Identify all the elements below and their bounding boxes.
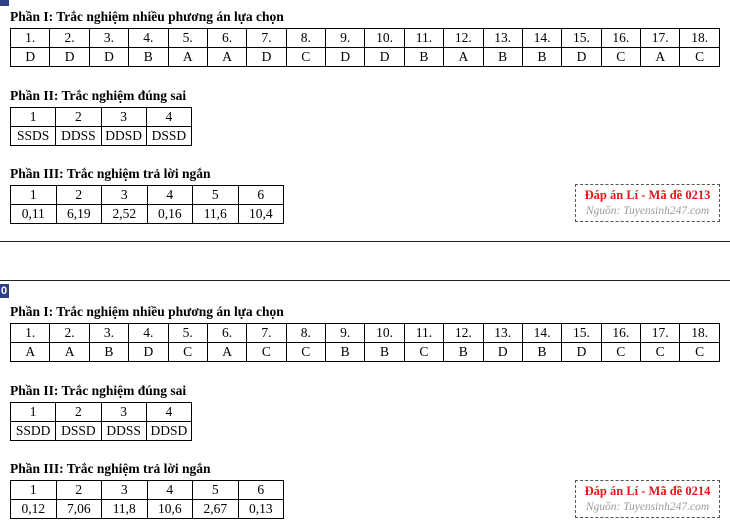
table-row xyxy=(11,205,284,224)
badge-source: Nguồn: Tuyensinh247.com xyxy=(585,205,710,217)
question-number-cell: 4 xyxy=(147,186,193,205)
question-number-cell: 18. xyxy=(680,29,720,48)
answer-cell: C xyxy=(168,343,207,362)
question-number-cell: 17. xyxy=(641,29,680,48)
corner-tab: 0 xyxy=(1,285,8,297)
question-number-cell: 18. xyxy=(680,324,720,343)
table-row xyxy=(11,127,192,146)
answer-cell: 0,12 xyxy=(11,500,57,519)
table-row xyxy=(11,48,720,67)
part2-title: Phần II: Trắc nghiệm đúng sai xyxy=(10,383,187,398)
question-number-cell: 2 xyxy=(56,481,102,500)
answer-cell: DSSD xyxy=(146,127,191,146)
table-row xyxy=(11,29,720,48)
answer-cell: B xyxy=(522,48,561,67)
question-number-cell: 17. xyxy=(641,324,680,343)
question-number-cell: 3 xyxy=(102,186,148,205)
answer-cell: D xyxy=(326,48,365,67)
question-number-cell: 1 xyxy=(11,186,57,205)
answer-cell: D xyxy=(11,48,50,67)
question-number-cell: 2. xyxy=(50,29,89,48)
answer-cell: A xyxy=(444,48,483,67)
divider-line xyxy=(0,241,730,242)
answer-cell: DDSS xyxy=(101,422,146,441)
part1-answer-table xyxy=(10,323,720,362)
badge-title: Đáp án Lí - Mã đề 0214 xyxy=(584,484,711,498)
question-number-cell: 1 xyxy=(11,481,57,500)
answer-cell: B xyxy=(483,48,522,67)
answer-cell: D xyxy=(483,343,522,362)
question-number-cell: 5 xyxy=(193,186,239,205)
answer-cell: 11,6 xyxy=(193,205,239,224)
question-number-cell: 4 xyxy=(146,403,191,422)
question-number-cell: 14. xyxy=(522,324,561,343)
question-number-cell: 8. xyxy=(286,324,325,343)
part3-title: Phần III: Trắc nghiệm trả lời ngắn xyxy=(10,461,211,476)
answer-cell: DDSD xyxy=(146,422,191,441)
answer-cell: SSDD xyxy=(11,422,56,441)
exam-code-badge xyxy=(575,184,720,222)
question-number-cell: 11. xyxy=(404,29,443,48)
answer-cell: A xyxy=(50,343,89,362)
exam-code-badge xyxy=(575,480,720,518)
question-number-cell: 9. xyxy=(326,29,365,48)
table-row xyxy=(11,324,720,343)
part1-title: Phần I: Trắc nghiệm nhiều phương án lựa chọn xyxy=(10,304,284,319)
question-number-cell: 5. xyxy=(168,29,207,48)
part1-answer-table xyxy=(10,28,720,67)
question-number-cell: 3 xyxy=(101,108,146,127)
question-number-cell: 5. xyxy=(168,324,207,343)
question-number-cell: 3. xyxy=(89,29,128,48)
question-number-cell: 13. xyxy=(483,29,522,48)
answer-cell: 0,11 xyxy=(11,205,57,224)
table-row xyxy=(11,481,284,500)
answer-cell: D xyxy=(562,343,601,362)
question-number-cell: 1 xyxy=(11,108,56,127)
question-number-cell: 3 xyxy=(101,403,146,422)
answer-cell: C xyxy=(601,343,640,362)
part2-answer-table xyxy=(10,107,192,146)
answer-cell: D xyxy=(365,48,404,67)
answer-cell: 7,06 xyxy=(56,500,102,519)
answer-cell: D xyxy=(129,343,168,362)
answer-cell: 11,8 xyxy=(102,500,148,519)
question-number-cell: 14. xyxy=(522,29,561,48)
badge-source: Nguồn: Tuyensinh247.com xyxy=(585,501,710,513)
answer-cell: A xyxy=(207,48,246,67)
answer-cell: B xyxy=(444,343,483,362)
question-number-cell: 10. xyxy=(365,324,404,343)
answer-cell: A xyxy=(168,48,207,67)
answer-cell: 10,4 xyxy=(238,205,284,224)
question-number-cell: 12. xyxy=(444,324,483,343)
question-number-cell: 13. xyxy=(483,324,522,343)
question-number-cell: 4. xyxy=(129,324,168,343)
question-number-cell: 7. xyxy=(247,324,286,343)
answer-cell: 0,13 xyxy=(238,500,284,519)
question-number-cell: 1 xyxy=(11,403,56,422)
part2-answer-table xyxy=(10,402,192,441)
answer-cell: 2,52 xyxy=(102,205,148,224)
answer-cell: DDSD xyxy=(101,127,146,146)
question-number-cell: 3 xyxy=(102,481,148,500)
answer-cell: A xyxy=(11,343,50,362)
answer-cell: B xyxy=(365,343,404,362)
part2-title: Phần II: Trắc nghiệm đúng sai xyxy=(10,88,187,103)
answer-cell: A xyxy=(641,48,680,67)
corner-tab xyxy=(0,0,9,6)
answer-cell: 6,19 xyxy=(56,205,102,224)
question-number-cell: 4. xyxy=(129,29,168,48)
question-number-cell: 7. xyxy=(247,29,286,48)
part3-title: Phần III: Trắc nghiệm trả lời ngắn xyxy=(10,166,211,181)
answer-cell: C xyxy=(680,48,720,67)
answer-cell: C xyxy=(404,343,443,362)
question-number-cell: 10. xyxy=(365,29,404,48)
answer-cell: 10,6 xyxy=(147,500,193,519)
answer-cell: D xyxy=(50,48,89,67)
answer-cell: B xyxy=(404,48,443,67)
divider-line xyxy=(0,280,730,281)
answer-cell: D xyxy=(247,48,286,67)
table-row xyxy=(11,186,284,205)
question-number-cell: 15. xyxy=(562,324,601,343)
answer-cell: C xyxy=(641,343,680,362)
question-number-cell: 16. xyxy=(601,324,640,343)
question-number-cell: 1. xyxy=(11,324,50,343)
question-number-cell: 12. xyxy=(444,29,483,48)
part1-title: Phần I: Trắc nghiệm nhiều phương án lựa chọn xyxy=(10,9,284,24)
part3-answer-table xyxy=(10,185,284,224)
answer-cell: SSDS xyxy=(11,127,56,146)
question-number-cell: 11. xyxy=(404,324,443,343)
answer-cell: 2,67 xyxy=(193,500,239,519)
question-number-cell: 2 xyxy=(56,186,102,205)
question-number-cell: 6. xyxy=(207,324,246,343)
answer-cell: C xyxy=(601,48,640,67)
answer-cell: B xyxy=(522,343,561,362)
table-row xyxy=(11,403,192,422)
question-number-cell: 2 xyxy=(56,108,101,127)
question-number-cell: 2. xyxy=(50,324,89,343)
question-number-cell: 2 xyxy=(56,403,101,422)
question-number-cell: 1. xyxy=(11,29,50,48)
answer-cell: C xyxy=(247,343,286,362)
answer-cell: DSSD xyxy=(56,422,101,441)
question-number-cell: 15. xyxy=(562,29,601,48)
question-number-cell: 4 xyxy=(146,108,191,127)
table-row xyxy=(11,422,192,441)
question-number-cell: 4 xyxy=(147,481,193,500)
table-row xyxy=(11,343,720,362)
table-row xyxy=(11,500,284,519)
question-number-cell: 3. xyxy=(89,324,128,343)
table-row xyxy=(11,108,192,127)
part3-answer-table xyxy=(10,480,284,519)
answer-cell: B xyxy=(129,48,168,67)
question-number-cell: 9. xyxy=(326,324,365,343)
question-number-cell: 6 xyxy=(238,186,284,205)
answer-cell: B xyxy=(89,343,128,362)
answer-cell: C xyxy=(286,48,325,67)
badge-title: Đáp án Lí - Mã đề 0213 xyxy=(584,188,711,202)
question-number-cell: 8. xyxy=(286,29,325,48)
answer-cell: 0,16 xyxy=(147,205,193,224)
answer-cell: B xyxy=(326,343,365,362)
answer-cell: C xyxy=(286,343,325,362)
question-number-cell: 16. xyxy=(601,29,640,48)
answer-cell: C xyxy=(680,343,720,362)
answer-cell: D xyxy=(562,48,601,67)
question-number-cell: 6 xyxy=(238,481,284,500)
answer-cell: A xyxy=(207,343,246,362)
question-number-cell: 5 xyxy=(193,481,239,500)
question-number-cell: 6. xyxy=(207,29,246,48)
answer-cell: DDSS xyxy=(56,127,101,146)
answer-cell: D xyxy=(89,48,128,67)
